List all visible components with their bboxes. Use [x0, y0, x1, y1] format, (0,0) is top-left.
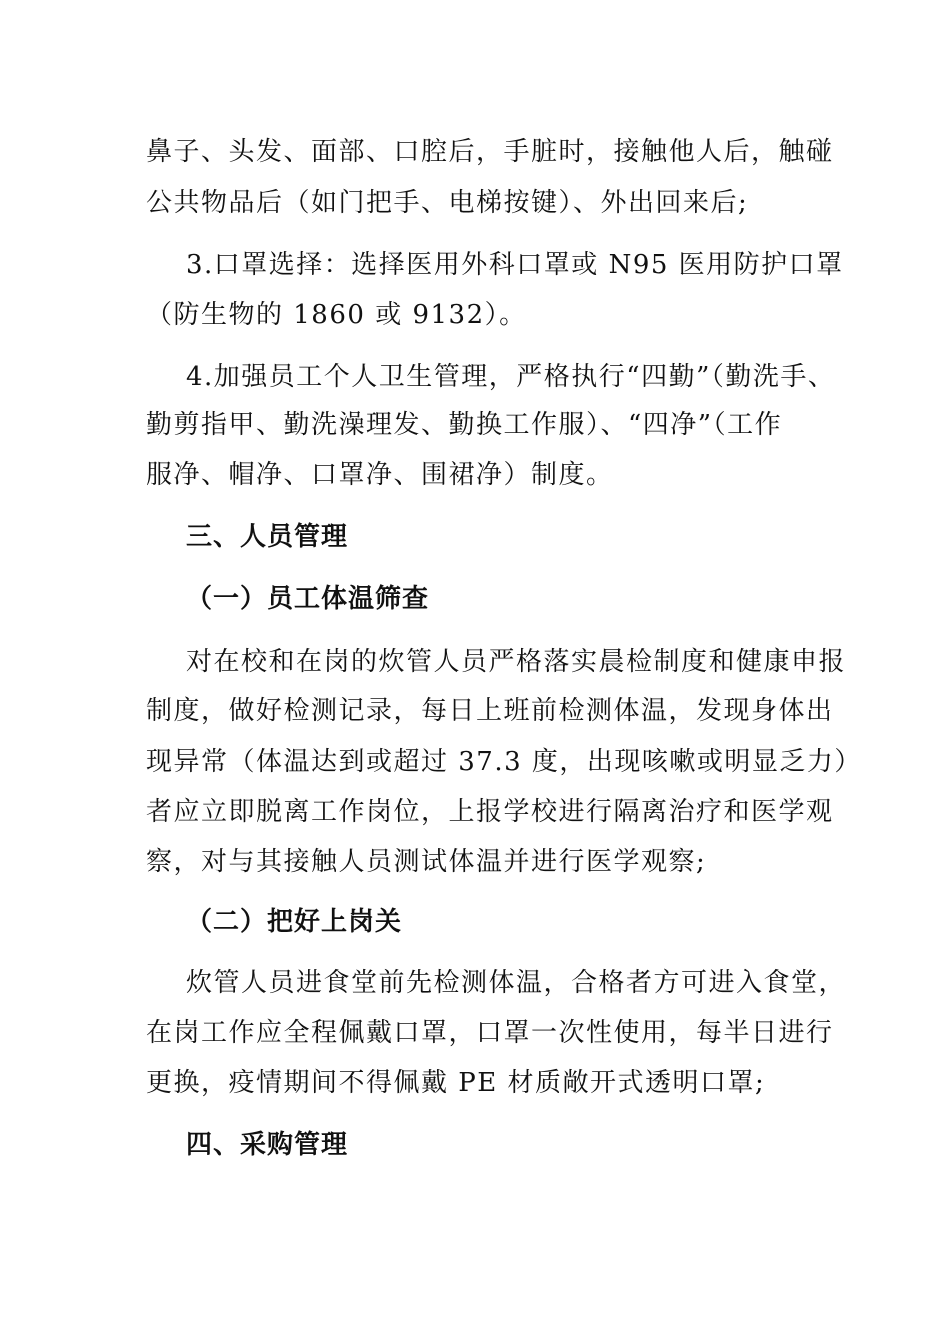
- subsection-heading: （一）员工体温筛查: [186, 584, 430, 614]
- paragraph-line: 4.加强员工个人卫生管理，严格执行“四勤”（勤洗手、: [186, 362, 836, 392]
- section-heading: 四、采购管理: [186, 1130, 349, 1160]
- paragraph-line: 更换，疫情期间不得佩戴 PE 材质敞开式透明口罩;: [146, 1068, 766, 1098]
- paragraph-line: 炊管人员进食堂前先检测体温，合格者方可进入食堂，: [186, 968, 847, 998]
- paragraph-line: 鼻子、头发、面部、口腔后，手脏时，接触他人后，触碰: [146, 137, 834, 167]
- paragraph-line: 对在校和在岗的炊管人员严格落实晨检制度和健康申报: [186, 647, 847, 677]
- paragraph-line: 制度，做好检测记录，每日上班前检测体温，发现身体出: [146, 696, 834, 726]
- paragraph-line: 3.口罩选择：选择医用外科口罩或 N95 医用防护口罩: [186, 250, 844, 280]
- paragraph-line: 者应立即脱离工作岗位，上报学校进行隔离治疗和医学观: [146, 797, 834, 827]
- subsection-heading: （二）把好上岗关: [186, 907, 403, 937]
- paragraph-line: 在岗工作应全程佩戴口罩，口罩一次性使用，每半日进行: [146, 1018, 834, 1048]
- paragraph-line: 服净、帽净、口罩净、围裙净）制度。: [146, 460, 614, 490]
- paragraph-line: 公共物品后（如门把手、电梯按键）、外出回来后;: [146, 188, 749, 218]
- paragraph-line: 勤剪指甲、勤洗澡理发、勤换工作服）、“四净”（工作: [146, 410, 783, 440]
- paragraph-line: （防生物的 1860 或 9132）。: [146, 300, 527, 330]
- section-heading: 三、人员管理: [186, 522, 349, 552]
- paragraph-line: 察，对与其接触人员测试体温并进行医学观察;: [146, 847, 707, 877]
- paragraph-line: 现异常（体温达到或超过 37.3 度，出现咳嗽或明显乏力）: [146, 747, 862, 777]
